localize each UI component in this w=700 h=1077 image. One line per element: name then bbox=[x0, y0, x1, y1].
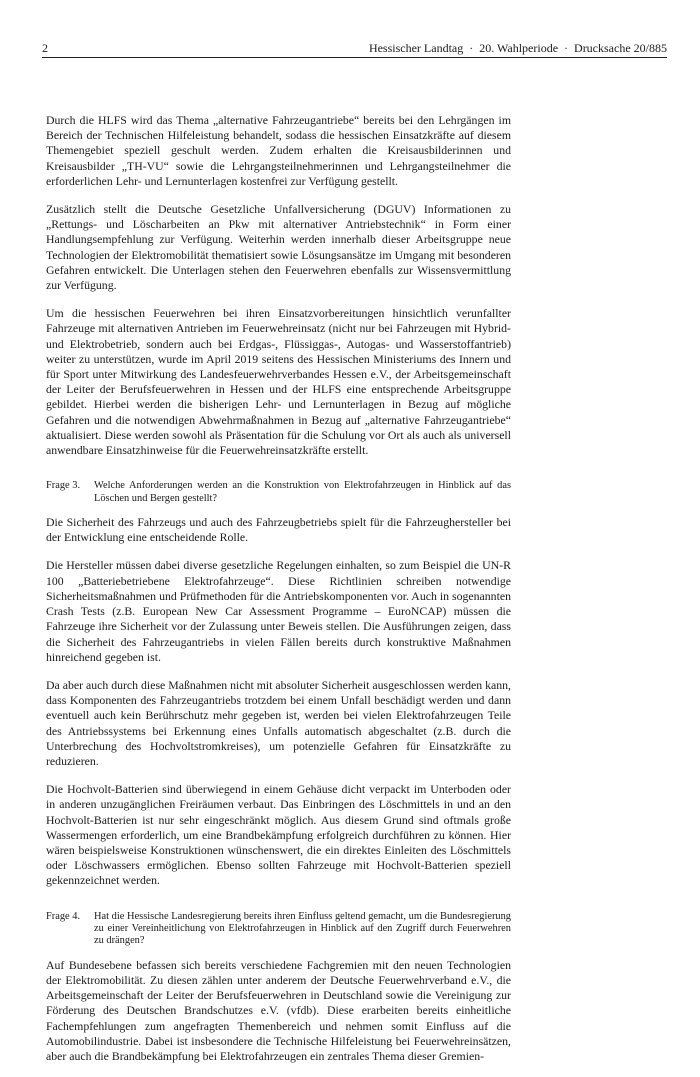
page-number: 2 bbox=[42, 41, 48, 55]
answer-paragraph: Da aber auch durch diese Maßnahmen nicht mit absoluter Sicherheit ausgeschlossen werden kann, dass Komponenten des Fahrzeugantriebs trotzdem bei einem Unfall beschädigt werden und dann eventuell auch kein Berührschutz mehr gegeben ist, werden bei vielen Elektrofahrzeugen Teile des Antriebssystems bei Erkennung eines Unfalls automatisch abgeschaltet (z.B. durch die Unterbrechung des Hochvoltstromkreises), um potenzielle Gefahren für Einsatzkräfte zu reduzieren. bbox=[46, 677, 511, 768]
answer-paragraph: Die Sicherheit des Fahrzeugs und auch des Fahrzeugbetriebs spielt für die Fahrzeughersteller bei der Entwicklung eine entscheidende Rolle. bbox=[46, 515, 511, 545]
answer-paragraph: Die Hersteller müssen dabei diverse gesetzliche Regelungen einhalten, so zum Beispiel die UN-R 100 „Batteriebetriebene Elektrofahrzeuge“. Diese Richtlinien schreiben notwendige Sicherheitsmaßnahmen und Prüfmethoden für die Antriebskomponenten vor. Auch in sogenannten Crash Tests (z.B. European New Car Assessment Programme – EuroNCAP) müssen die Fahrzeuge ihre Sicherheit vor der Zulassung unter Beweis stellen. Die Ausführungen zeigen, dass die Sicherheit des Fahrzeugantriebs in vielen Fällen bereits durch konstruktive Maßnahmen hinreichend gegeben ist. bbox=[46, 558, 511, 664]
question-label: Frage 3. bbox=[46, 480, 81, 492]
question-text: Hat die Hessische Landesregierung bereits ihren Einfluss geltend gemacht, um die Bundesregierung zu einer Vereinheitlichung von Elektrofahrzeugen in Hinblick auf den Zugriff durch Feuerwehren zu drängen? bbox=[94, 910, 511, 947]
answer-paragraph: Die Hochvolt-Batterien sind überwiegend in einem Gehäuse dicht verpackt im Unterboden oder in anderen unzugänglichen Freiräumen verbaut. Das Einbringen des Löschmittels in und an den Hochvolt-Batterien ist nur sehr eingeschränkt möglich. Aus diesem Grund sind oftmals große Wassermengen erforderlich, um eine Brandbekämpfung erfolgreich durchführen zu können. Hier wären beispielsweise Konstruktionen wünschenswert, die ein direktes Einleiten des Löschmittels oder Löschwassers ermöglichen. Ebenso sollten Fahrzeuge mit Hochvolt-Batterien speziell gekennzeichnet werden. bbox=[46, 782, 511, 888]
answer-paragraph: Durch die HLFS wird das Thema „alternative Fahrzeugantriebe“ bereits bei den Lehrgängen im Bereich der Technischen Hilfeleistung behandelt, sodass die hessischen Einsatzkräfte auf diesem Themengebiet speziell geschult werden. Zudem erhalten die Kreisausbilderinnen und Kreisausbilder „TH-VU“ sowie die Lehrgangsteilnehmerinnen und Lehrgangsteilnehmer die erforderlichen Lehr- und Lernunterlagen kostenfrei zur Verfügung gestellt. bbox=[46, 113, 511, 188]
answer-paragraph: Zusätzlich stellt die Deutsche Gesetzliche Unfallversicherung (DGUV) Informationen zu „Rettungs- und Löscharbeiten an Pkw mit alternativer Antriebstechnik“ in Form einer Handlungsempfehlung zur Verfügung. Weiterhin werden innerhalb dieser Arbeitsgruppe neue Technologien der Elektromobilität thematisiert sowie Lösungsansätze im Umgang mit besonderen Gefahren entwickelt. Die Unterlagen stehen den Feuerwehren ebenfalls zur Wissensvermittlung zur Verfügung. bbox=[46, 202, 511, 293]
header-rule bbox=[42, 57, 667, 58]
running-title: Hessischer Landtag · 20. Wahlperiode · Drucksache 20/885 bbox=[368, 41, 667, 55]
answer-paragraph: Um die hessischen Feuerwehren bei ihren Einsatzvorbereitungen hinsichtlich verunfallter Fahrzeuge mit alternativen Antrieben im Feuerwehreinsatz (nicht nur bei Fahrzeugen mit Hybrid- und Elektrobetrieb, sondern auch bei Erdgas-, Flüssiggas-, Autogas- und Wasserstoffantrieb) weiter zu unterstützen, wurde im April 2019 seitens des Hessischen Ministeriums des Innern und für Sport unter Mitwirkung des Landesfeuerwehrverbandes Hessen e.V., der Arbeitsgemeinschaft der Leiter der Berufsfeuerwehren in Hessen und der HLFS eine entsprechende Arbeitsgruppe gebildet. Hierbei werden die bisherigen Lehr- und Lernunterlagen in Bezug auf mögliche Gefahren und die notwendigen Abwehrmaßnahmen in Bezug auf „alternative Fahrzeugantriebe“ aktualisiert. Diese werden sowohl als Präsentation für die Schulung vor Ort als auch als universell anwendbare Einsatzhinweise für die Feuerwehreinsatzkräfte erstellt. bbox=[46, 306, 511, 458]
page-header bbox=[42, 40, 667, 57]
answer-paragraph: Auf Bundesebene befassen sich bereits verschiedene Fachgremien mit den neuen Technologien der Elektromobilität. Zu diesen zählen unter anderem der Deutsche Feuerwehrverband e.V., die Arbeitsgemeinschaft der Leiter der Berufsfeuerwehren in Deutschland sowie die Vereinigung zur Förderung des Deutschen Brandschutzes e.V. (vfdb). Diese erarbeiten bereits einheitliche Fachempfehlungen zum angefragten Themenbereich und nehmen somit Einfluss auf die Automobilindustrie. Dabei ist insbesondere die Technische Hilfeleistung bei Feuerwehreinsätzen, aber auch die Brandbekämpfung bei Elektrofahrzeugen ein zentrales Thema dieser Gremien- bbox=[46, 957, 511, 1063]
document-body bbox=[46, 113, 511, 1077]
question-4 bbox=[46, 911, 511, 948]
question-3 bbox=[46, 480, 511, 505]
question-text: Welche Anforderungen werden an die Konstruktion von Elektrofahrzeugen in Hinblick auf das Löschen und Bergen gestellt? bbox=[94, 480, 511, 504]
question-label: Frage 4. bbox=[46, 910, 81, 922]
